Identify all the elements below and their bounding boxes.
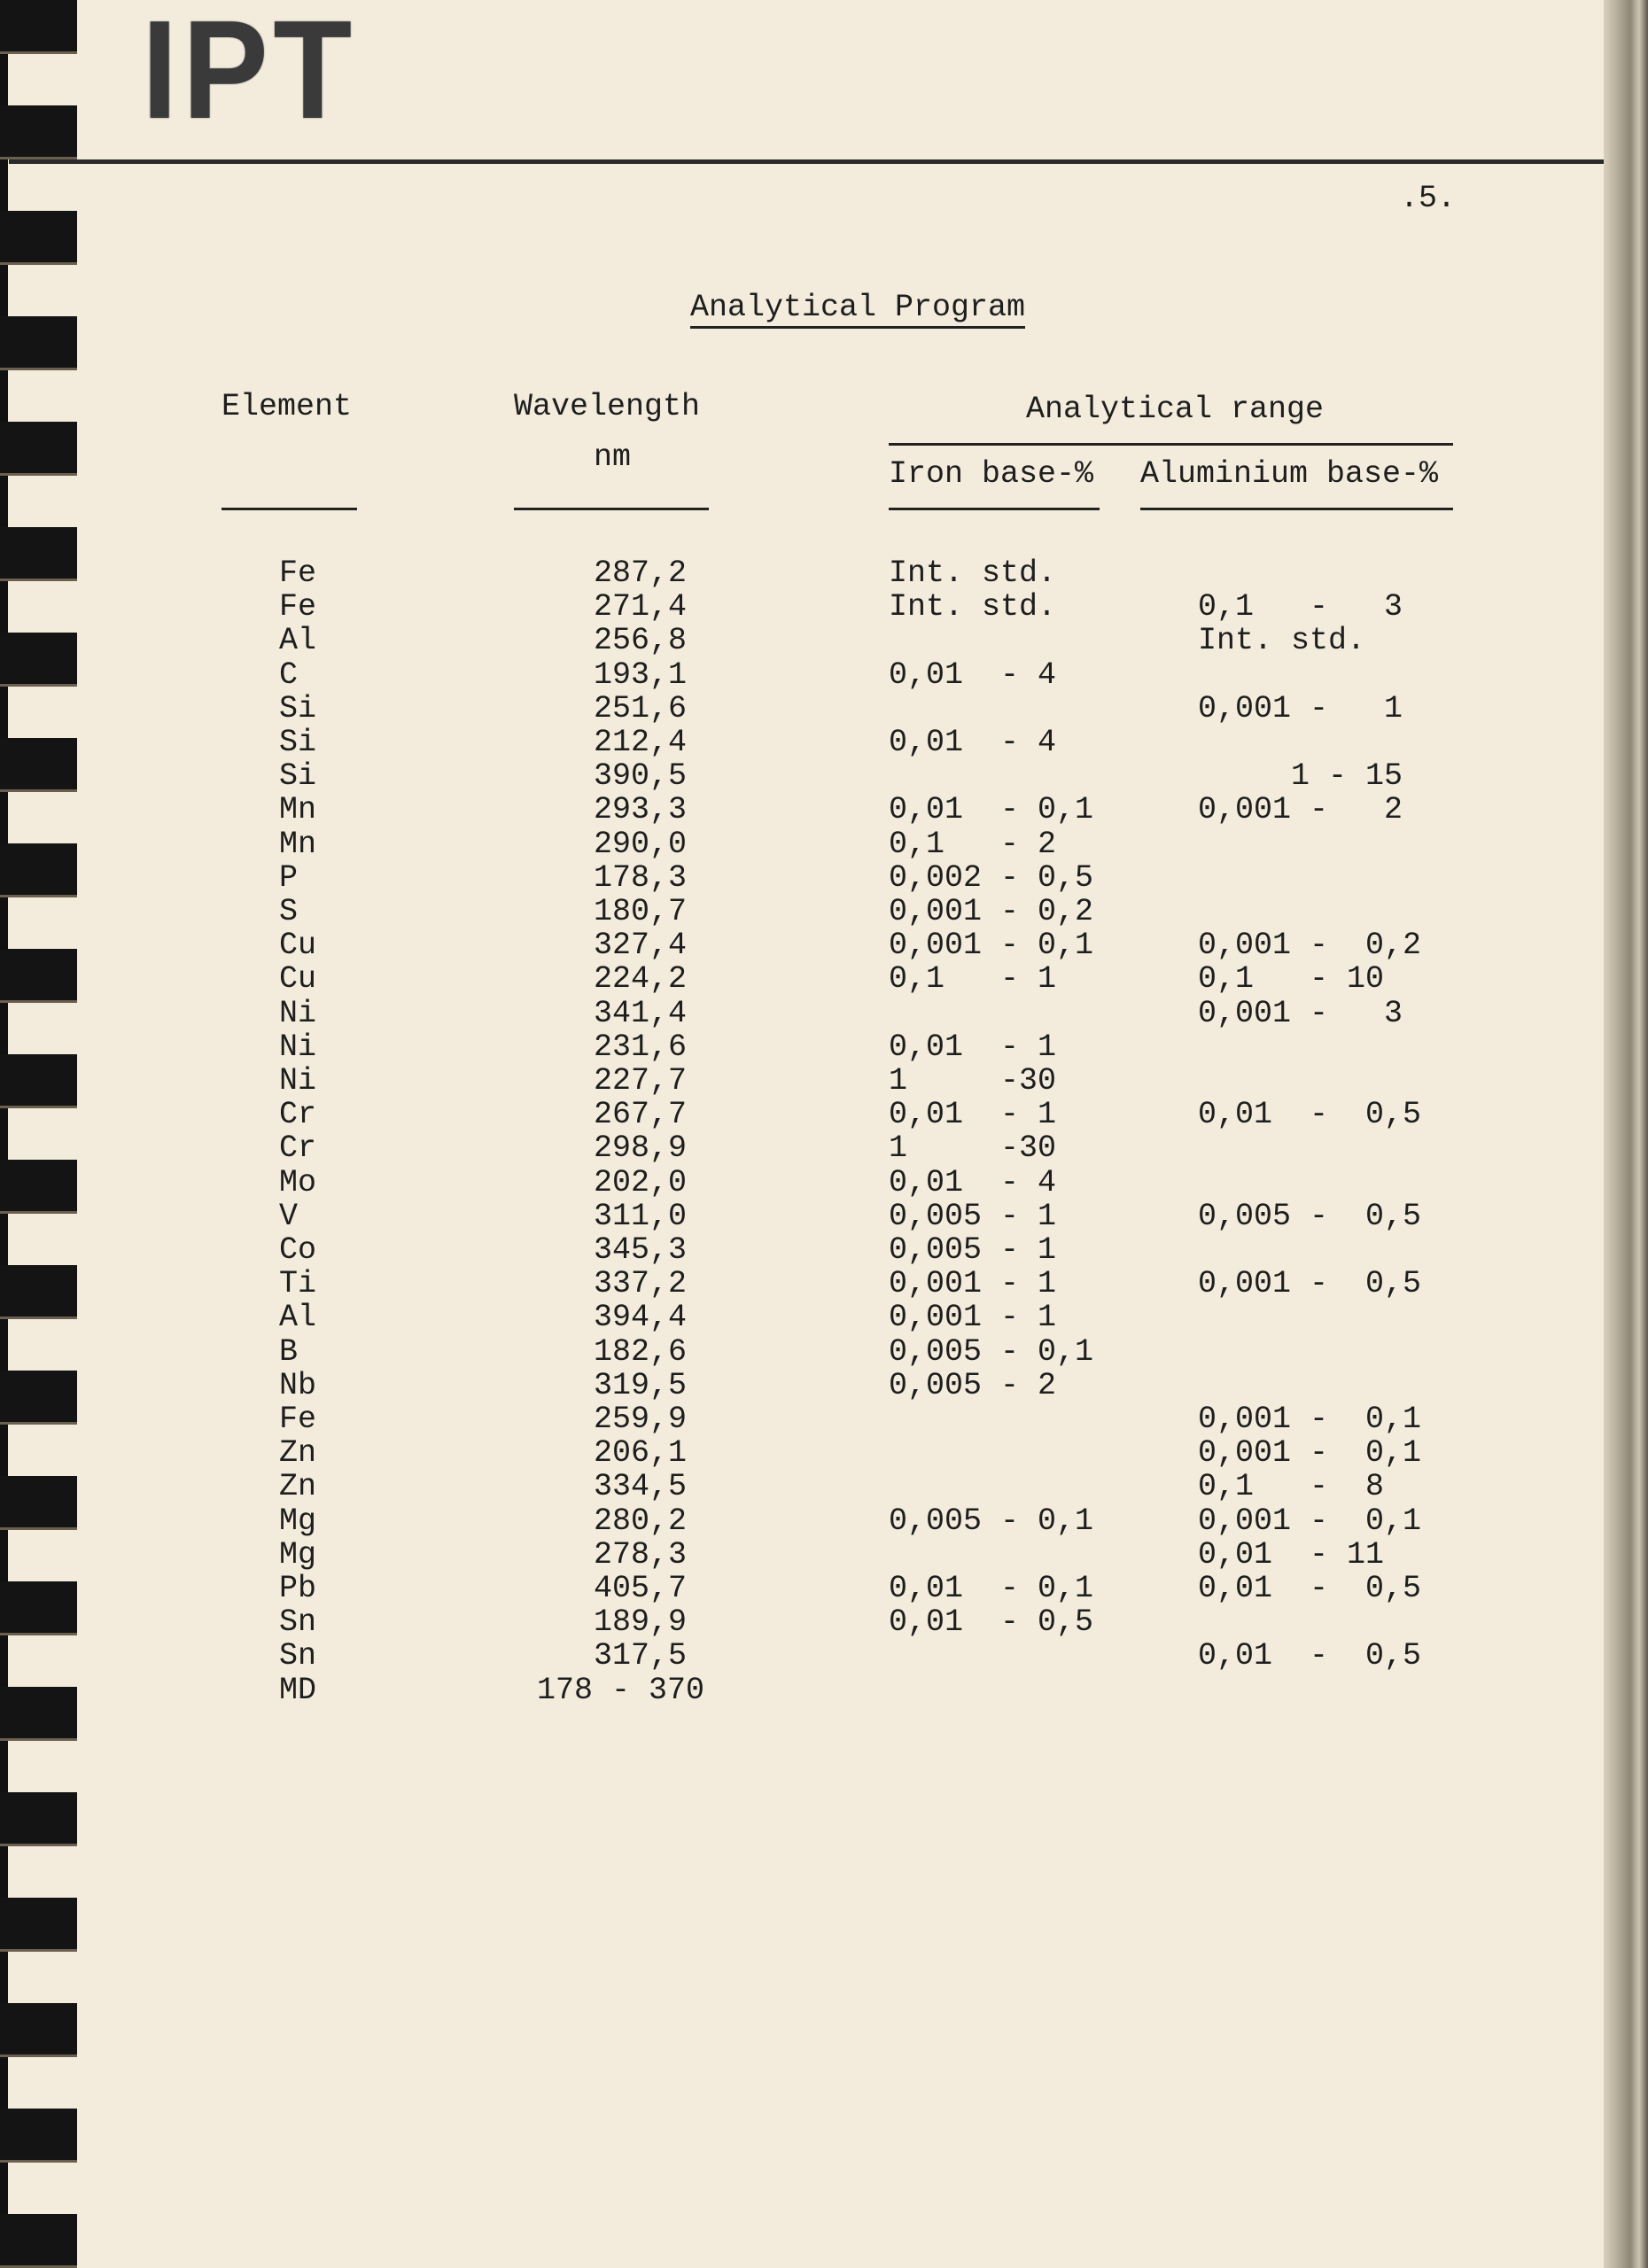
iron-base-range-cell: 0,005 - 2 [889, 1367, 1057, 1403]
element-cell: Ni [279, 1063, 317, 1099]
column-header-wavelength: Wavelength [514, 389, 701, 424]
element-cell: S [279, 894, 299, 929]
iron-base-range-cell: 0,01 - 1 [889, 1029, 1057, 1065]
iron-base-range-cell: 0,005 - 0,1 [889, 1503, 1094, 1539]
element-cell: Fe [279, 555, 317, 591]
element-cell: Fe [279, 589, 317, 625]
iron-base-range-cell: 0,001 - 1 [889, 1300, 1057, 1336]
page-title: Analytical Program [690, 291, 1025, 329]
element-cell: Si [279, 690, 317, 726]
table-row [0, 590, 1648, 624]
element-cell: Zn [279, 1435, 317, 1472]
wavelength-cell: 327,4 [593, 928, 687, 964]
header-rule [9, 159, 1604, 164]
iron-base-range-cell: 0,01 - 4 [889, 656, 1057, 693]
element-cell: Mo [279, 1164, 317, 1200]
page-number: .5. [1400, 181, 1457, 216]
iron-base-range-cell: 0,001 - 0,1 [889, 928, 1094, 964]
table-row [0, 556, 1648, 590]
element-cell: MD [279, 1672, 317, 1708]
table-row [0, 1639, 1648, 1673]
wavelength-cell: 189,9 [593, 1604, 687, 1641]
wavelength-cell: 256,8 [593, 623, 687, 659]
element-cell: Mn [279, 826, 317, 862]
aluminium-base-range-cell: 0,01 - 11 [1198, 1536, 1385, 1573]
element-cell: Nb [279, 1367, 317, 1403]
table-row [0, 1470, 1648, 1503]
wavelength-cell: 405,7 [593, 1571, 687, 1606]
binding-ring [0, 0, 77, 54]
wavelength-cell: 293,3 [593, 792, 687, 828]
table-row [0, 1166, 1648, 1200]
wavelength-cell: 259,9 [593, 1402, 687, 1437]
wavelength-cell: 182,6 [593, 1333, 687, 1370]
element-cell: Mg [279, 1503, 317, 1539]
element-cell: Pb [279, 1571, 317, 1606]
iron-base-range-cell: 0,01 - 4 [889, 725, 1057, 760]
element-cell: Mg [279, 1536, 317, 1573]
wavelength-cell: 390,5 [593, 758, 687, 795]
wavelength-cell: 206,1 [593, 1435, 687, 1472]
wavelength-cell: 341,4 [593, 995, 687, 1031]
aluminium-base-range-cell: 0,001 - 1 [1198, 690, 1403, 726]
table-row [0, 1200, 1648, 1233]
column-header-wavelength-unit: nm [594, 439, 632, 475]
aluminium-base-range-cell: 0,1 - 3 [1198, 589, 1403, 625]
element-cell: Sn [279, 1604, 317, 1641]
wavelength-cell: 193,1 [593, 656, 687, 693]
iron-base-range-cell: 0,01 - 0,1 [889, 1571, 1094, 1606]
binding-ring [0, 105, 77, 159]
element-cell: Cr [279, 1097, 317, 1133]
binding-ring [0, 1792, 77, 1846]
wavelength-cell: 231,6 [593, 1029, 687, 1065]
aluminium-base-range-cell: 0,001 - 0,1 [1198, 1435, 1422, 1472]
binding-ring [0, 1898, 77, 1952]
aluminium-base-range-cell: 0,001 - 0,1 [1198, 1402, 1422, 1437]
iron-base-underline [889, 508, 1100, 510]
table-row [0, 928, 1648, 962]
iron-base-range-cell: 1 -30 [889, 1130, 1057, 1167]
column-header-aluminium-base: Aluminium base-% [1140, 456, 1439, 492]
table-row [0, 759, 1648, 793]
iron-base-range-cell: 0,001 - 0,2 [889, 894, 1094, 929]
element-cell: Cu [279, 961, 317, 998]
wavelength-cell: 311,0 [593, 1198, 687, 1234]
wavelength-cell: 334,5 [593, 1469, 687, 1505]
table-row [0, 1369, 1648, 1402]
table-row [0, 1538, 1648, 1572]
wavelength-cell: 202,0 [593, 1164, 687, 1200]
binding-ring [0, 2214, 77, 2268]
wavelength-cell: 280,2 [593, 1503, 687, 1539]
table-row [0, 1402, 1648, 1436]
wavelength-cell: 227,7 [593, 1063, 687, 1099]
table-row [0, 658, 1648, 692]
wavelength-underline [514, 508, 709, 510]
wavelength-cell: 298,9 [593, 1130, 687, 1167]
table-row [0, 1572, 1648, 1605]
element-cell: Ti [279, 1266, 317, 1302]
table-row [0, 726, 1648, 759]
table-row [0, 962, 1648, 996]
wavelength-cell: 267,7 [593, 1097, 687, 1133]
binding-ring [0, 316, 77, 370]
range-header-rule [889, 443, 1453, 446]
wavelength-cell: 317,5 [593, 1638, 687, 1674]
aluminium-base-range-cell: 1 - 15 [1198, 758, 1403, 795]
wavelength-cell: 180,7 [593, 894, 687, 929]
table-row [0, 1064, 1648, 1098]
table-row [0, 1301, 1648, 1334]
element-cell: V [279, 1198, 299, 1234]
iron-base-range-cell: 0,005 - 0,1 [889, 1333, 1094, 1370]
table-row [0, 1335, 1648, 1369]
element-cell: Zn [279, 1469, 317, 1505]
aluminium-base-range-cell: 0,1 - 8 [1198, 1469, 1385, 1505]
iron-base-range-cell: Int. std. [889, 555, 1057, 591]
wavelength-cell: 178 - 370 [536, 1672, 704, 1708]
iron-base-range-cell: 0,01 - 0,1 [889, 792, 1094, 828]
wavelength-cell: 224,2 [593, 961, 687, 998]
iron-base-range-cell: 0,1 - 1 [889, 961, 1057, 998]
aluminium-base-range-cell: 0,005 - 0,5 [1198, 1198, 1422, 1234]
wavelength-cell: 251,6 [593, 690, 687, 726]
element-cell: Al [279, 1300, 317, 1336]
ipt-logo: IPT [142, 0, 357, 148]
iron-base-range-cell: Int. std. [889, 589, 1057, 625]
iron-base-range-cell: 0,01 - 4 [889, 1164, 1057, 1200]
table-row [0, 861, 1648, 895]
table-row [0, 1504, 1648, 1538]
element-cell: Co [279, 1232, 317, 1268]
column-header-analytical-range: Analytical range [1026, 392, 1325, 427]
aluminium-base-range-cell: 0,01 - 0,5 [1198, 1097, 1422, 1133]
binding-ring [0, 2109, 77, 2163]
element-cell: B [279, 1333, 299, 1370]
iron-base-range-cell: 0,005 - 1 [889, 1232, 1057, 1268]
table-row [0, 997, 1648, 1030]
element-cell: Si [279, 758, 317, 795]
element-cell: Cr [279, 1130, 317, 1167]
wavelength-cell: 345,3 [593, 1232, 687, 1268]
table-row [0, 1030, 1648, 1064]
aluminium-base-range-cell: 0,001 - 0,5 [1198, 1266, 1422, 1302]
table-row [0, 1098, 1648, 1131]
wavelength-cell: 290,0 [593, 826, 687, 862]
wavelength-cell: 271,4 [593, 589, 687, 625]
aluminium-base-range-cell: 0,001 - 0,1 [1198, 1503, 1422, 1539]
aluminium-base-range-cell: 0,01 - 0,5 [1198, 1638, 1422, 1674]
wavelength-cell: 178,3 [593, 859, 687, 896]
element-cell: Fe [279, 1402, 317, 1437]
iron-base-range-cell: 0,1 - 2 [889, 826, 1057, 862]
aluminium-base-underline [1140, 508, 1453, 510]
wavelength-cell: 319,5 [593, 1367, 687, 1403]
iron-base-range-cell: 0,002 - 0,5 [889, 859, 1094, 896]
table-row [0, 895, 1648, 928]
wavelength-cell: 337,2 [593, 1266, 687, 1302]
element-cell: Si [279, 725, 317, 760]
aluminium-base-range-cell: 0,01 - 0,5 [1198, 1571, 1422, 1606]
element-cell: Ni [279, 995, 317, 1031]
table-row [0, 827, 1648, 861]
element-cell: Mn [279, 792, 317, 828]
iron-base-range-cell: 1 -30 [889, 1063, 1057, 1099]
aluminium-base-range-cell: 0,001 - 2 [1198, 792, 1403, 828]
wavelength-cell: 287,2 [593, 555, 687, 591]
iron-base-range-cell: 0,01 - 1 [889, 1097, 1057, 1133]
wavelength-cell: 212,4 [593, 725, 687, 760]
element-cell: Al [279, 623, 317, 659]
element-cell: Sn [279, 1638, 317, 1674]
aluminium-base-range-cell: Int. std. [1198, 623, 1366, 659]
wavelength-cell: 394,4 [593, 1300, 687, 1336]
element-cell: Ni [279, 1029, 317, 1065]
iron-base-range-cell: 0,01 - 0,5 [889, 1604, 1094, 1641]
aluminium-base-range-cell: 0,1 - 10 [1198, 961, 1385, 998]
aluminium-base-range-cell: 0,001 - 0,2 [1198, 928, 1422, 964]
table-row [0, 1233, 1648, 1267]
element-cell: P [279, 859, 299, 896]
binding-ring [0, 2003, 77, 2057]
table-row [0, 1674, 1648, 1707]
element-cell: C [279, 656, 299, 693]
column-header-iron-base: Iron base-% [889, 456, 1094, 492]
table-row [0, 1267, 1648, 1301]
iron-base-range-cell: 0,005 - 1 [889, 1198, 1057, 1234]
table-row [0, 624, 1648, 657]
iron-base-range-cell: 0,001 - 1 [889, 1266, 1057, 1302]
column-header-element: Element [222, 389, 353, 424]
element-cell: Cu [279, 928, 317, 964]
binding-ring [0, 211, 77, 265]
table-row [0, 1605, 1648, 1639]
wavelength-cell: 278,3 [593, 1536, 687, 1573]
table-row [0, 1436, 1648, 1470]
element-underline [222, 508, 357, 510]
binding-ring [0, 422, 77, 476]
aluminium-base-range-cell: 0,001 - 3 [1198, 995, 1403, 1031]
table-row [0, 692, 1648, 726]
table-row [0, 1131, 1648, 1165]
table-row [0, 793, 1648, 827]
